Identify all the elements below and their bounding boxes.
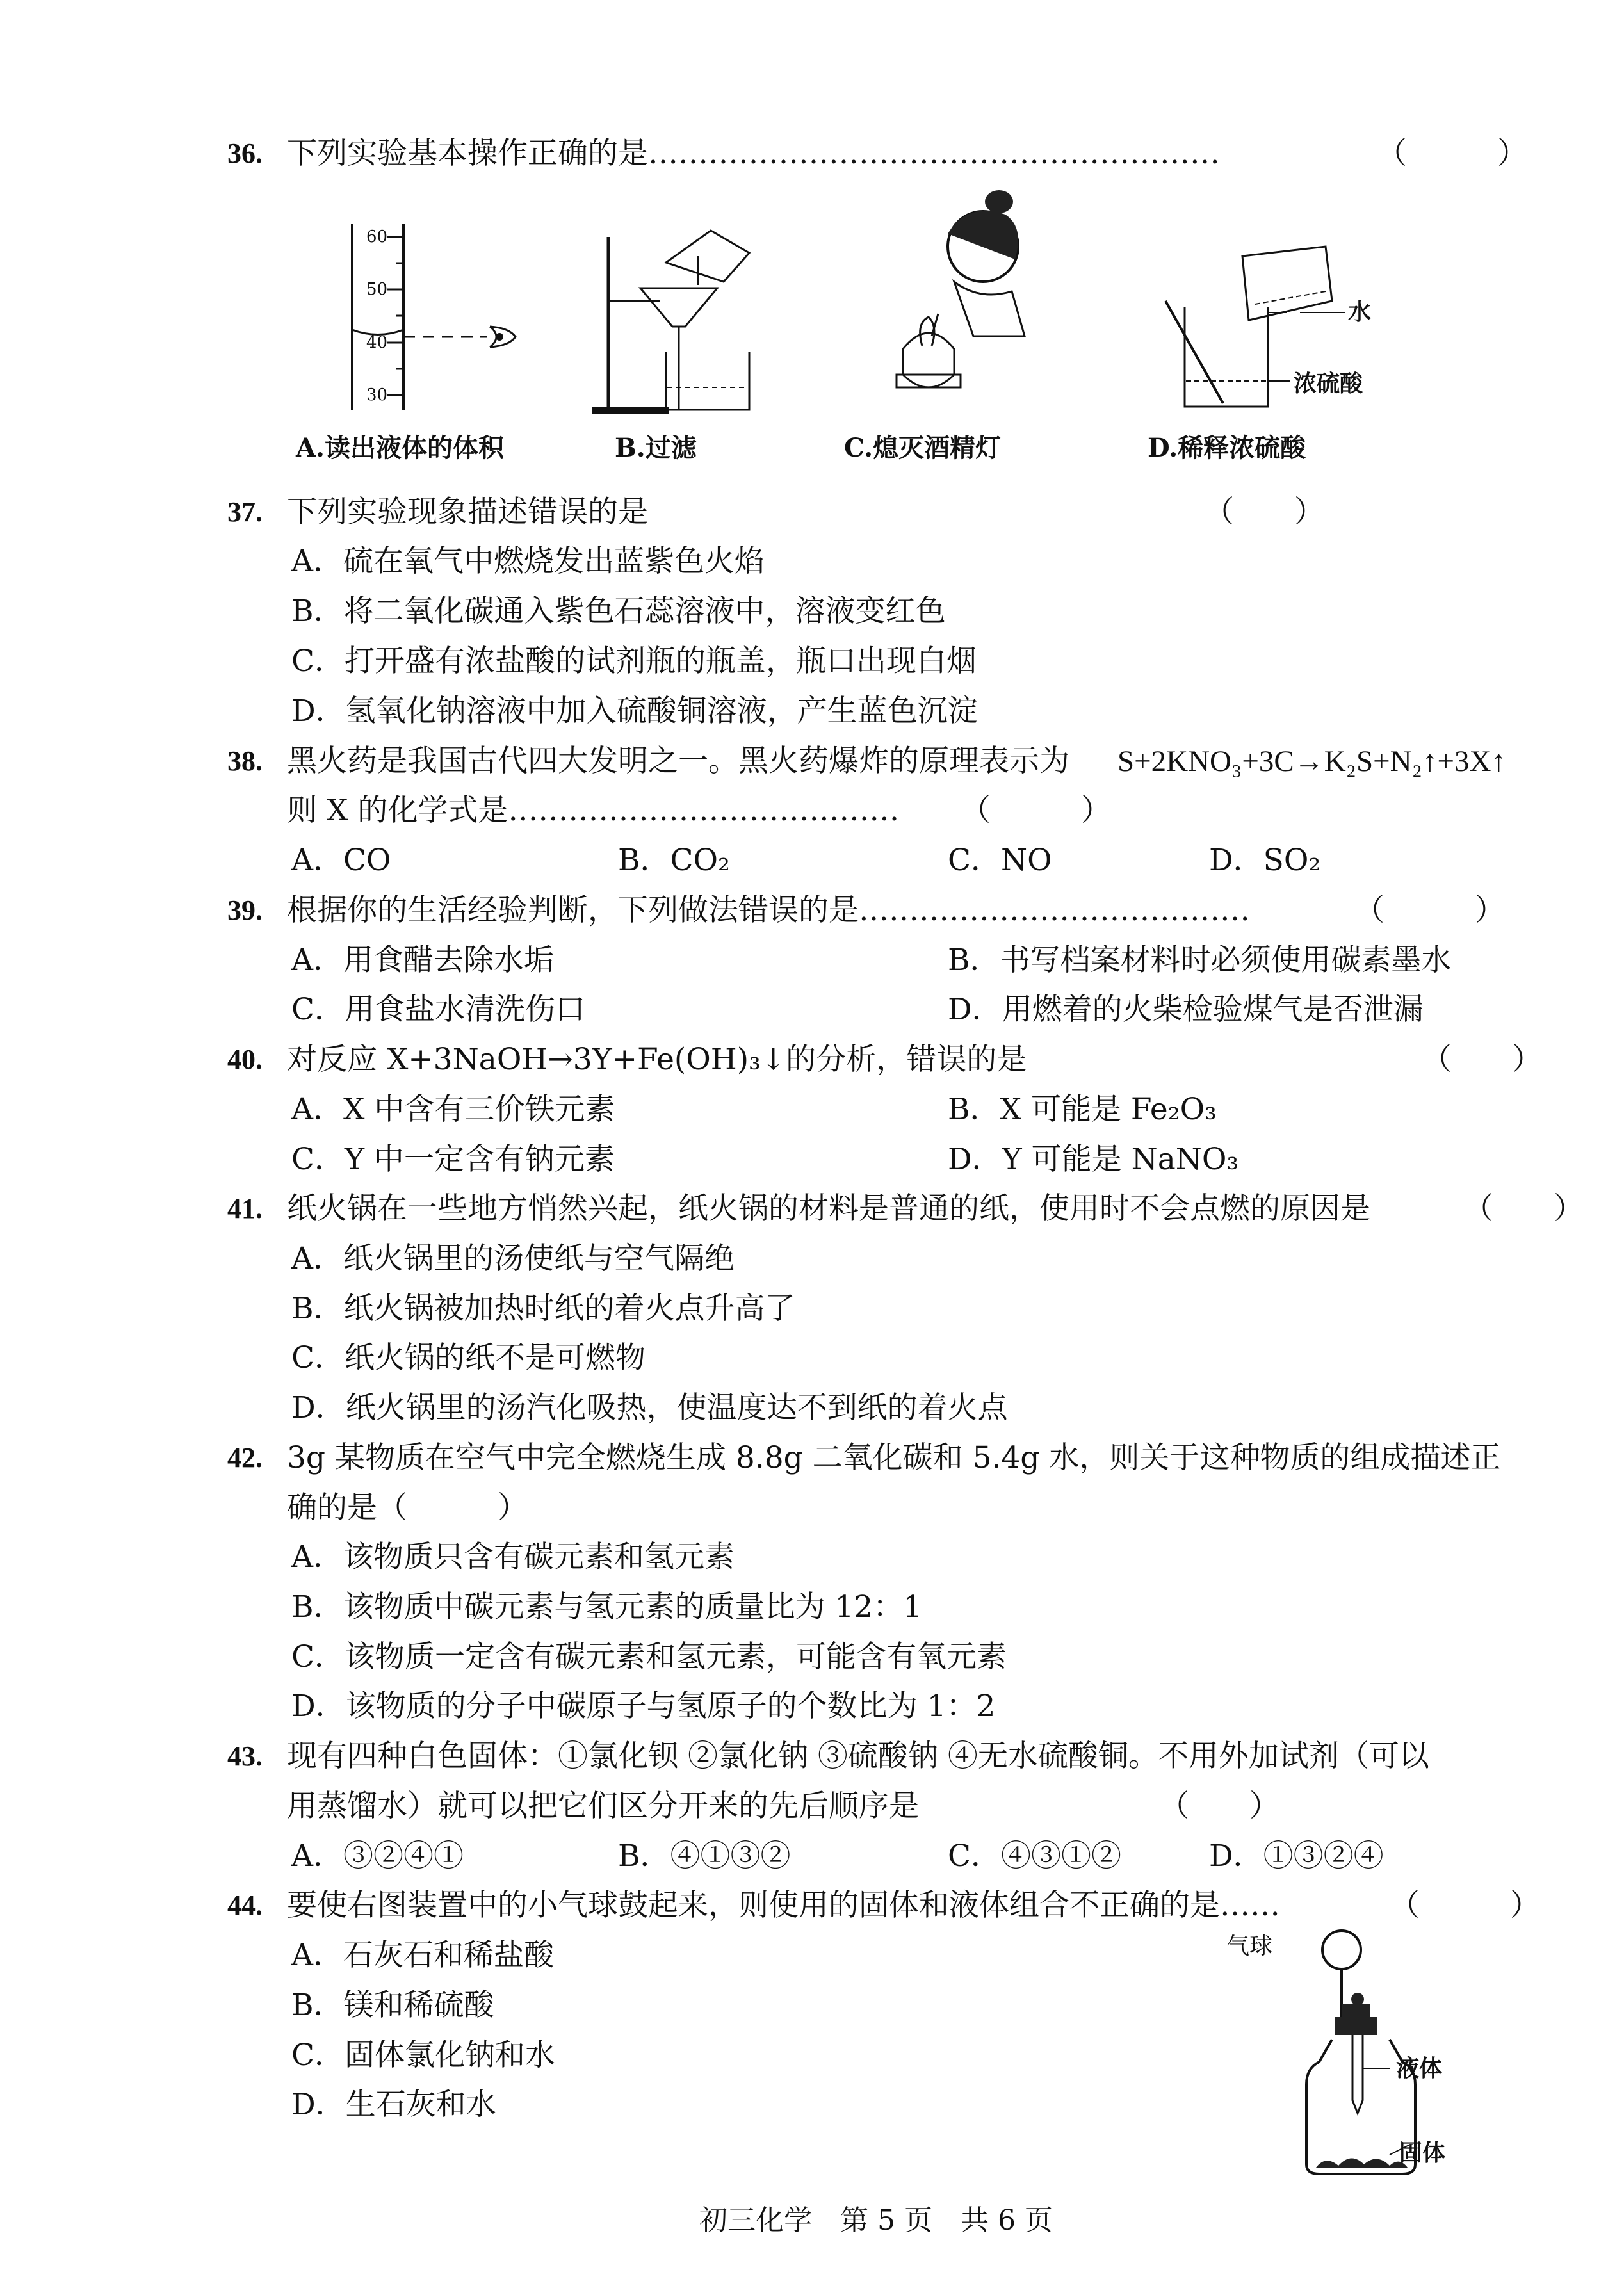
q44-option-a: A．石灰石和稀盐酸 xyxy=(291,1938,554,1973)
q40-answer-paren: （ ） xyxy=(1422,1042,1542,1077)
q38-option-c: C．NO xyxy=(948,843,1052,878)
q43-option-c: C．④③①② xyxy=(948,1838,1121,1874)
q37-stem: 下列实验现象描述错误的是 xyxy=(287,494,648,530)
q37-option-b: B．将二氧化碳通入紫色石蕊溶液中，溶液变红色 xyxy=(291,594,946,629)
annot-liquid: 液体 xyxy=(1396,2055,1443,2082)
q37-option-c: C．打开盛有浓盐酸的试剂瓶的瓶盖，瓶口出现白烟 xyxy=(291,644,977,679)
q36-stem: 下列实验基本操作正确的是………………………………………………… xyxy=(287,136,1220,171)
q36-answer-paren: （ ） xyxy=(1377,136,1527,171)
q40-number: 40. xyxy=(227,1044,263,1075)
q42-option-a: A．该物质只含有碳元素和氢元素 xyxy=(291,1539,735,1575)
q38-stem: 黑火药是我国古代四大发明之一。黑火药爆炸的原理表示为 xyxy=(287,743,1069,779)
q43-answer-paren: （ ） xyxy=(1159,1788,1279,1824)
q44-option-c: C．固体氯化钠和水 xyxy=(291,2038,555,2073)
cylinder-tick-50: 50 xyxy=(366,280,388,299)
q44-stem: 要使右图装置中的小气球鼓起来，则使用的固体和液体组合不正确的是…… xyxy=(287,1888,1280,1923)
q40-option-b: B．X 可能是 Fe₂O₃ xyxy=(948,1092,1217,1127)
filtration-figure xyxy=(589,218,781,423)
q39-stem: 根据你的生活经验判断，下列做法错误的是………………………………… xyxy=(287,893,1250,928)
q37-number: 37. xyxy=(227,496,263,528)
annot-concentrated-acid: 浓硫酸 xyxy=(1294,370,1363,397)
q41-answer-paren: （ ） xyxy=(1463,1191,1584,1226)
q41-option-c: C．纸火锅的纸不是可燃物 xyxy=(291,1340,646,1375)
annot-balloon: 气球 xyxy=(1226,1933,1273,1959)
q43-option-a: A．③②④① xyxy=(291,1838,464,1874)
figure-c-caption: C.熄灭酒精灯 xyxy=(844,433,1002,463)
q40-option-c: C．Y 中一定含有钠元素 xyxy=(291,1142,615,1177)
q37-answer-paren: （ ） xyxy=(1204,494,1324,530)
q38-answer-paren: （ ） xyxy=(961,793,1111,828)
q38-stem2: 则 X 的化学式是………………………………… xyxy=(287,793,900,828)
q42-number: 42. xyxy=(227,1442,263,1473)
alcohol-lamp-figure xyxy=(877,189,1044,419)
q41-option-a: A．纸火锅里的汤使纸与空气隔绝 xyxy=(291,1241,735,1276)
q38-option-b: B．CO₂ xyxy=(618,843,730,878)
q43-number: 43. xyxy=(227,1740,263,1772)
q39-option-c: C．用食盐水清洗伤口 xyxy=(291,992,585,1027)
cylinder-tick-30: 30 xyxy=(366,385,388,405)
annot-water: 水 xyxy=(1348,298,1372,325)
q39-number: 39. xyxy=(227,895,263,926)
q43-option-b: B．④①③② xyxy=(618,1838,791,1874)
q41-stem: 纸火锅在一些地方悄然兴起，纸火锅的材料是普通的纸，使用时不会点燃的原因是 xyxy=(287,1191,1370,1226)
graduated-cylinder-figure xyxy=(307,218,538,423)
q38-equation: S+2KNO₃+3C→K₂S+N₂↑+3X↑ xyxy=(1117,745,1506,778)
cylinder-tick-60: 60 xyxy=(366,227,388,247)
q40-option-a: A．X 中含有三价铁元素 xyxy=(291,1092,615,1127)
q43-option-d: D．①③②④ xyxy=(1209,1838,1384,1874)
q44-answer-paren: （ ） xyxy=(1390,1888,1540,1923)
q40-stem: 对反应 X+3NaOH→3Y+Fe(OH)₃↓的分析，错误的是 xyxy=(287,1042,1027,1077)
q38-option-d: D．SO₂ xyxy=(1209,843,1321,878)
q38-option-a: A．CO xyxy=(291,843,391,878)
q42-option-d: D．该物质的分子中碳原子与氢原子的个数比为 1：2 xyxy=(291,1689,996,1724)
cylinder-tick-40: 40 xyxy=(366,333,388,352)
q42-stem: 3g 某物质在空气中完全燃烧生成 8.8g 二氧化碳和 5.4g 水，则关于这种物质的组成描述正 xyxy=(287,1440,1501,1475)
q42-option-b: B．该物质中碳元素与氢元素的质量比为 12：1 xyxy=(291,1589,923,1625)
q38-number: 38. xyxy=(227,745,263,777)
q39-option-b: B．书写档案材料时必须使用碳素墨水 xyxy=(948,943,1452,978)
annot-solid: 固体 xyxy=(1399,2139,1446,2166)
figure-d-caption: D.稀释浓硫酸 xyxy=(1148,433,1306,463)
q37-option-a: A．硫在氧气中燃烧发出蓝紫色火焰 xyxy=(291,544,765,579)
q44-number: 44. xyxy=(227,1890,263,1921)
q41-number: 41. xyxy=(227,1193,263,1224)
q40-option-d: D．Y 可能是 NaNO₃ xyxy=(948,1142,1239,1177)
q44-option-b: B．镁和稀硫酸 xyxy=(291,1988,494,2023)
q43-stem2: 用蒸馏水）就可以把它们区分开来的先后顺序是 xyxy=(287,1788,919,1824)
q42-stem2: 确的是（ ） xyxy=(287,1490,528,1525)
q42-option-c: C．该物质一定含有碳元素和氢元素，可能含有氧元素 xyxy=(291,1639,1007,1675)
q43-stem: 现有四种白色固体：①氯化钡 ②氯化钠 ③硫酸钠 ④无水硫酸铜。不用外加试剂（可以 xyxy=(287,1739,1429,1774)
q36-number: 36. xyxy=(227,138,263,169)
figure-b-caption: B.过滤 xyxy=(615,433,697,463)
q41-option-d: D．纸火锅里的汤汽化吸热，使温度达不到纸的着火点 xyxy=(291,1390,1008,1425)
q44-option-d: D．生石灰和水 xyxy=(291,2087,496,2122)
q41-option-b: B．纸火锅被加热时纸的着火点升高了 xyxy=(291,1291,795,1326)
figure-a-caption: A.读出液体的体积 xyxy=(296,433,504,463)
q39-answer-paren: （ ） xyxy=(1354,893,1505,928)
q39-option-d: D．用燃着的火柴检验煤气是否泄漏 xyxy=(948,992,1424,1027)
page-footer: 初三化学 第 5 页 共 6 页 xyxy=(699,2204,1053,2237)
q39-option-a: A．用食醋去除水垢 xyxy=(291,943,554,978)
q37-option-d: D．氢氧化钠溶液中加入硫酸铜溶液，产生蓝色沉淀 xyxy=(291,693,978,729)
